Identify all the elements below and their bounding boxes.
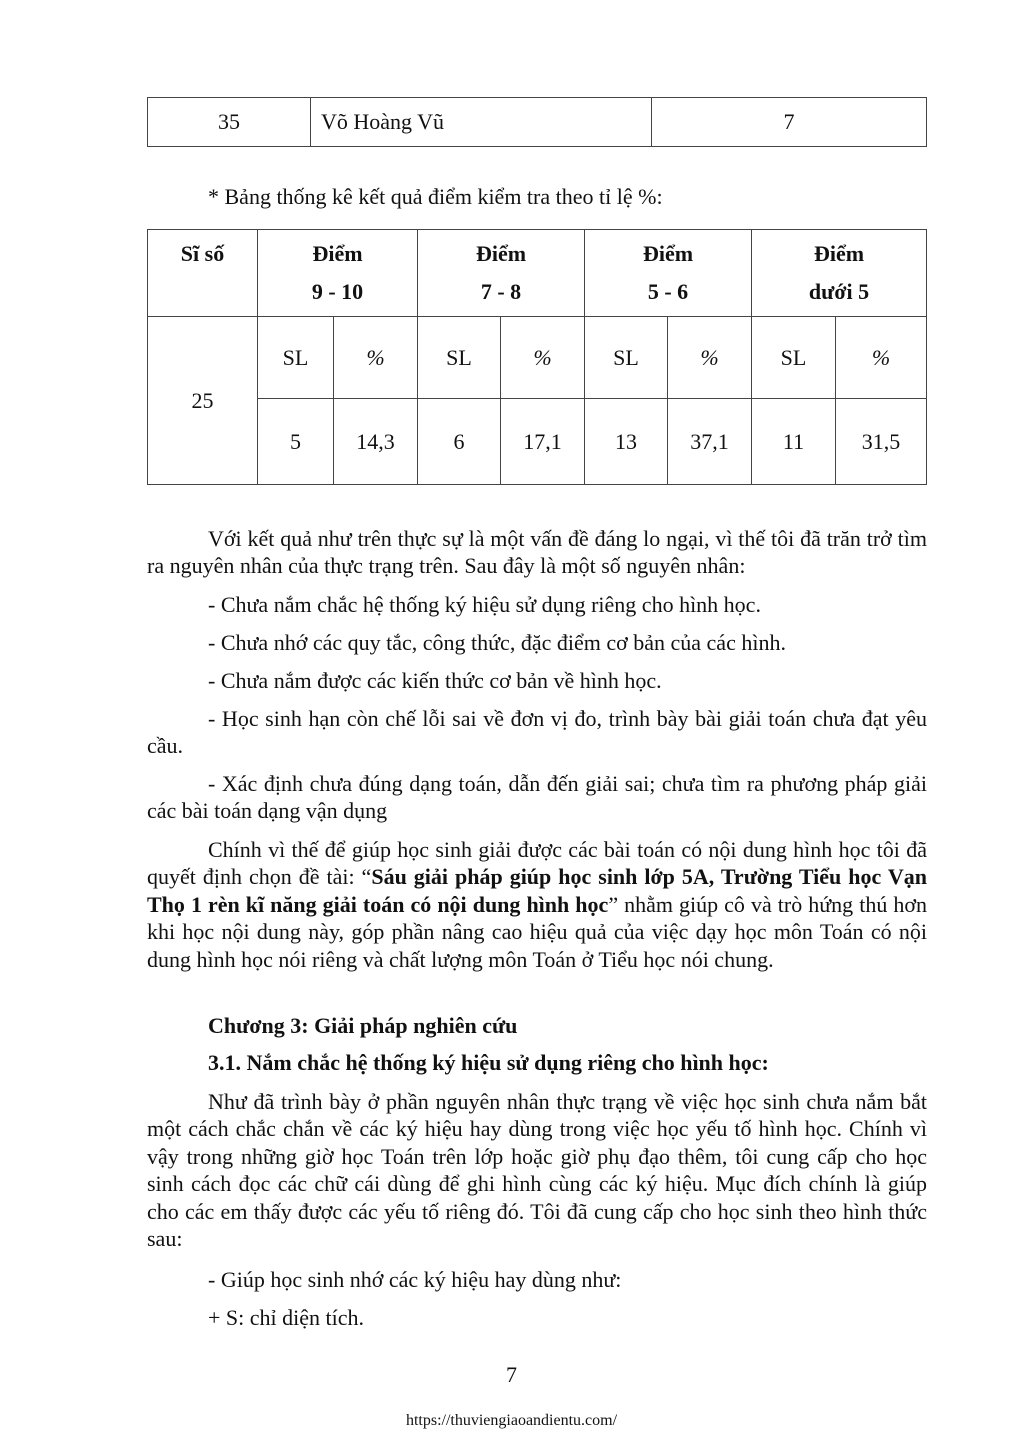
sl-value: 5 bbox=[258, 399, 334, 485]
pct-header: % bbox=[836, 317, 927, 399]
cause-item: - Xác định chưa đúng dạng toán, dẫn đến giải sai; chưa tìm ra phương pháp giải các bài toán dạng vận dụng bbox=[147, 771, 927, 824]
stats-header-row bbox=[148, 230, 927, 317]
student-score: 7 bbox=[652, 98, 927, 147]
cause-item: - Chưa nắm chắc hệ thống ký hiệu sử dụng riêng cho hình học. bbox=[208, 592, 761, 617]
paragraph-intro: Với kết quả như trên thực sự là một vấn đề đáng lo ngại, vì thế tôi đã trăn trở tìm ra nguyên nhân của thực trạng trên. Sau đây là một số nguyên nhân: bbox=[147, 526, 927, 579]
chapter-heading: Chương 3: Giải pháp nghiên cứu bbox=[208, 1013, 518, 1038]
group-header-line1: Điểm bbox=[475, 241, 527, 266]
pct-header: % bbox=[334, 317, 418, 399]
group-header-line1: Điểm bbox=[642, 241, 694, 266]
section-heading: 3.1. Nắm chắc hệ thống ký hiệu sử dụng riêng cho hình học: bbox=[208, 1050, 769, 1075]
sl-value: 13 bbox=[585, 399, 668, 485]
paragraph-section: Như đã trình bày ở phần nguyên nhân thực trạng về việc học sinh chưa nắm bắt một cách chắc chắn về các ký hiệu hay dùng trong việc học yếu tố hình học. Chính vì vậy trong những giờ học Toán trên lớp hoặc giờ phụ đạo thêm, tôi cung cấp cho học sinh cách đọc các chữ cái dùng để ghi hình cùng các ký hiệu. Mục đích chính là giúp cho các em thấy được các yếu tố riêng đó. Tôi đã cung cấp cho học sinh theo hình thức sau: bbox=[147, 1089, 927, 1252]
bullet-item: + S: chỉ diện tích. bbox=[208, 1305, 364, 1330]
topic-title: Sáu giải pháp giúp học sinh lớp 5A, Trường Tiểu học Vạn Thọ 1 rèn kĩ năng giải toán có nội dung hình học bbox=[147, 864, 927, 917]
group-header-7-8 bbox=[418, 230, 585, 317]
stats-value-row bbox=[148, 399, 927, 485]
sl-header: SL bbox=[585, 317, 668, 399]
group-header-5-6 bbox=[585, 230, 752, 317]
pct-header: % bbox=[501, 317, 585, 399]
group-header-line1: Điểm bbox=[813, 241, 865, 266]
topic-text-start: Chính vì thế để giúp học sinh giải được các bài toán có nội dung hình học tôi đã quyết định chọn đề tài: “ bbox=[147, 837, 927, 890]
paragraph-topic bbox=[147, 836, 927, 973]
stats-subheader-row bbox=[148, 317, 927, 399]
pct-header: % bbox=[668, 317, 752, 399]
pct-value: 37,1 bbox=[668, 399, 752, 485]
group-header-line2: 9 - 10 bbox=[311, 279, 364, 304]
pct-value: 17,1 bbox=[501, 399, 585, 485]
bullet-item: - Giúp học sinh nhớ các ký hiệu hay dùng như: bbox=[208, 1267, 622, 1292]
pct-value: 31,5 bbox=[836, 399, 927, 485]
cause-item: - Học sinh hạn còn chế lỗi sai về đơn vị đo, trình bày bài giải toán chưa đạt yêu cầu. bbox=[147, 706, 927, 759]
stats-table bbox=[147, 229, 927, 485]
stats-caption: * Bảng thống kê kết quả điểm kiểm tra theo tỉ lệ %: bbox=[208, 184, 663, 209]
group-header-9-10 bbox=[258, 230, 418, 317]
student-name: Võ Hoàng Vũ bbox=[311, 98, 652, 147]
sl-value: 11 bbox=[752, 399, 836, 485]
student-score-table bbox=[147, 97, 927, 147]
pct-value: 14,3 bbox=[334, 399, 418, 485]
siso-header: Sĩ số bbox=[148, 230, 258, 317]
group-header-line2: 5 - 6 bbox=[647, 279, 689, 304]
footer-url: https://thuviengiaoandientu.com/ bbox=[405, 1412, 618, 1429]
sl-header: SL bbox=[752, 317, 836, 399]
table-row bbox=[148, 98, 927, 147]
sl-value: 6 bbox=[418, 399, 501, 485]
page-number: 7 bbox=[506, 1362, 517, 1387]
group-header-line1: Điểm bbox=[312, 241, 363, 266]
cause-item: - Chưa nắm được các kiến thức cơ bản về hình học. bbox=[208, 668, 662, 693]
siso-value: 25 bbox=[148, 317, 258, 485]
group-header-line2: dưới 5 bbox=[808, 279, 870, 304]
group-header-below-5 bbox=[752, 230, 927, 317]
student-number: 35 bbox=[148, 98, 311, 147]
cause-item: - Chưa nhớ các quy tắc, công thức, đặc điểm cơ bản của các hình. bbox=[208, 630, 786, 655]
group-header-line2: 7 - 8 bbox=[480, 279, 522, 304]
topic-text-end: ” nhằm giúp cô và trò hứng thú hơn khi học nội dung này, góp phần nâng cao hiệu quả của việc dạy học môn Toán có nội dung hình học nói riêng và chất lượng môn Toán ở Tiểu học nói chung. bbox=[147, 891, 927, 972]
sl-header: SL bbox=[258, 317, 334, 399]
sl-header: SL bbox=[418, 317, 501, 399]
